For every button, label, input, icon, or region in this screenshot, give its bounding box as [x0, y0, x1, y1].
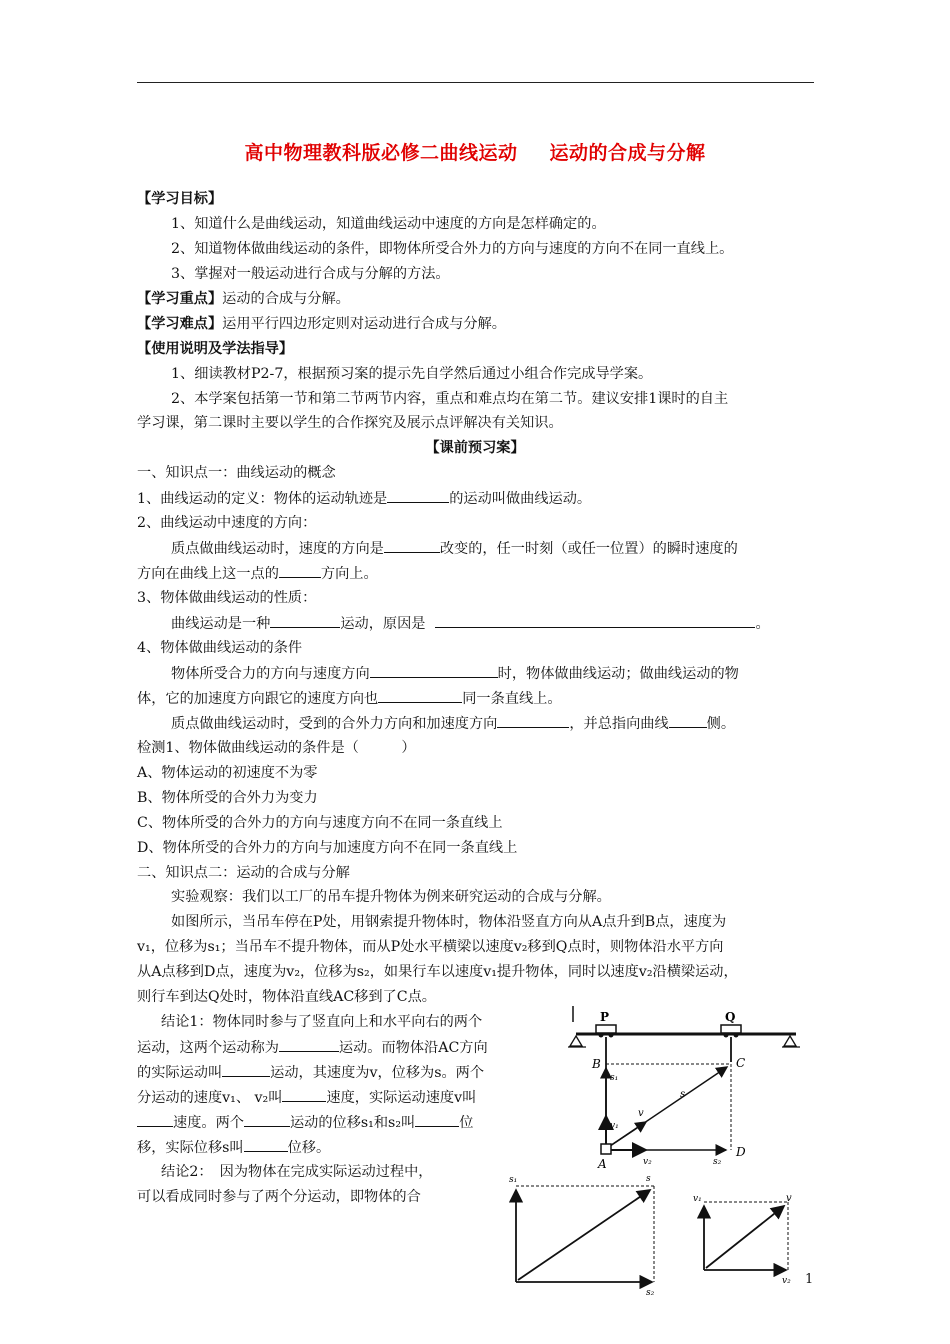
goal-2: 2、知道物体做曲线运动的条件，即物体所受合外力的方向与速度的方向不在同一直线上。 — [171, 241, 734, 257]
preview-heading: 【课前预习案】 — [425, 440, 525, 456]
usage-2b: 学习课，第二课时主要以学生的合作探究及展示点评解决有关知识。 — [137, 415, 563, 431]
question-4: 4、物体做曲线运动的条件 — [137, 640, 303, 656]
question-4-line-3: 质点做曲线运动时，受到的合外力方向和加速度方向 ，并总指向曲线 侧。 — [171, 713, 735, 734]
label-s: s — [680, 1089, 686, 1100]
question-4-line-2: 体，它的加速度方向跟它的速度方向也 同一条直线上。 — [137, 688, 562, 709]
label-v: v — [786, 1193, 792, 1204]
trolley-q — [721, 1025, 741, 1033]
label-s2: s₂ — [646, 1288, 655, 1298]
page-title — [0, 138, 950, 165]
conclusion-1-line-1: 结论1：物体同时参与了竖直向上和水平向右的两个 — [161, 1014, 483, 1030]
label-d: D — [736, 1145, 746, 1159]
left-support — [570, 1036, 582, 1046]
displacement-parallelogram — [506, 1170, 664, 1300]
label-s2: s₂ — [713, 1157, 722, 1167]
label-v2: v₂ — [643, 1157, 652, 1167]
answer-blank[interactable] — [279, 563, 321, 578]
option-d[interactable]: D、物体所受的合外力的方向与加速度方向不在同一条直线上 — [137, 840, 518, 856]
diff-heading: 【学习难点】 — [137, 316, 223, 332]
goal-3: 3、掌握对一般运动进行合成与分解的方法。 — [171, 266, 450, 282]
vector-v — [706, 1206, 784, 1268]
difficulty — [137, 314, 506, 334]
answer-blank[interactable] — [244, 1112, 290, 1127]
usage-1: 1、细读教材P2-7，根据预习案的提示先自学然后通过小组合作完成导学案。 — [171, 366, 653, 382]
label-v1: v₁ — [610, 1121, 619, 1131]
goals-heading: 【学习目标】 — [137, 191, 223, 207]
title-part-2: 运动的合成与分解 — [549, 142, 706, 164]
question-3-line: 曲线运动是一种 运动，原因是 。 — [171, 613, 770, 634]
label-c: C — [736, 1056, 746, 1070]
figure-desc-3: 从A点移到D点，速度为v₂，位移为s₂，如果行车以速度v₁提升物体，同时以速度v₂沿横梁运动， — [137, 964, 738, 980]
question-3: 3、物体做曲线运动的性质： — [137, 590, 317, 606]
knowledge-1-heading: 一、知识点一：曲线运动的概念 — [137, 465, 336, 481]
answer-blank[interactable] — [497, 713, 569, 728]
answer-blank[interactable] — [669, 713, 707, 728]
conclusion-2-line-1: 结论2： 因为物体在完成实际运动过程中， — [161, 1164, 433, 1180]
question-4-line-1: 物体所受合力的方向与速度方向 时，物体做曲线运动；做曲线运动的物 — [171, 663, 739, 684]
answer-blank[interactable] — [222, 1062, 270, 1077]
conclusion-1-line-6: 移，实际位移s叫 位移。 — [137, 1137, 330, 1158]
question-2-line-2: 方向在曲线上这一点的 方向上。 — [137, 563, 378, 584]
diff-text: 运用平行四边形定则对运动进行合成与分解。 — [222, 316, 506, 332]
answer-blank[interactable] — [270, 613, 340, 628]
conclusion-1-line-4: 分运动的速度v₁、 v₂叫 速度，实际运动速度v叫 — [137, 1087, 476, 1108]
option-c[interactable]: C、物体所受的合外力的方向与速度方向不在同一条直线上 — [137, 815, 503, 831]
label-v: v — [638, 1108, 644, 1119]
label-v1: v₁ — [693, 1194, 702, 1204]
key-heading: 【学习重点】 — [137, 291, 223, 307]
usage-heading: 【使用说明及学法指导】 — [137, 341, 294, 357]
usage-2a: 2、本学案包括第一节和第二节两节内容，重点和难点均在第二节。建议安排1课时的自主 — [171, 391, 729, 407]
figure-desc-1: 如图所示，当吊车停在P处，用钢索提升物体时，物体沿竖直方向从A点升到B点，速度为 — [171, 914, 727, 930]
answer-blank[interactable] — [384, 538, 440, 553]
header-rule — [137, 82, 814, 83]
answer-blank[interactable] — [137, 1112, 173, 1127]
label-v2: v₂ — [782, 1276, 791, 1286]
conclusion-1-line-2: 运动，这两个运动称为 运动。而物体沿AC方向 — [137, 1037, 488, 1058]
trolley-p — [596, 1025, 616, 1033]
option-b[interactable]: B、物体所受的合外力为变力 — [137, 790, 318, 806]
option-a[interactable]: A、物体运动的初速度不为零 — [137, 765, 318, 781]
label-b: B — [592, 1057, 601, 1071]
crane-diagram — [568, 1004, 800, 1176]
label-s1: s₁ — [509, 1175, 518, 1185]
answer-blank[interactable] — [244, 1137, 288, 1152]
page-number: 1 — [805, 1272, 814, 1287]
conclusion-1-line-3: 的实际运动叫 运动，其速度为v，位移为s。两个 — [137, 1062, 484, 1083]
answer-blank[interactable] — [435, 613, 755, 628]
answer-blank[interactable] — [378, 688, 462, 703]
right-support — [784, 1036, 796, 1046]
velocity-parallelogram — [690, 1190, 802, 1286]
answer-blank[interactable] — [387, 488, 449, 503]
title-part-1: 高中物理教科版必修二曲线运动 — [244, 142, 518, 164]
check-1: 检测1、物体做曲线运动的条件是（ ） — [137, 740, 416, 756]
question-2-line-1: 质点做曲线运动时，速度的方向是 改变的，任一时刻（或任一位置）的瞬时速度的 — [171, 538, 738, 559]
label-p: P — [600, 1010, 610, 1024]
question-2: 2、曲线运动中速度的方向： — [137, 515, 317, 531]
object-box — [601, 1144, 611, 1154]
goal-1: 1、知道什么是曲线运动，知道曲线运动中速度的方向是怎样确定的。 — [171, 216, 606, 232]
conclusion-1-line-5: 速度。两个 运动的位移s₁和s₂叫 位 — [137, 1112, 473, 1133]
figure-desc-4: 则行车到达Q处时，物体沿直线AC移到了C点。 — [137, 989, 436, 1005]
key-text: 运动的合成与分解。 — [222, 291, 350, 307]
vector-s — [518, 1190, 650, 1280]
experiment-line: 实验观察：我们以工厂的吊车提升物体为例来研究运动的合成与分解。 — [171, 889, 611, 905]
label-a: A — [598, 1157, 607, 1171]
question-1: 1、曲线运动的定义：物体的运动轨迹是 的运动叫做曲线运动。 — [137, 488, 591, 509]
figure-desc-2: v₁，位移为s₁；当吊车不提升物体，而从P处水平横梁以速度v₂移到Q点时，则物体沿水平方向 — [137, 939, 724, 955]
label-s: s — [646, 1174, 651, 1184]
answer-blank[interactable] — [282, 1087, 326, 1102]
knowledge-2-heading: 二、知识点二：运动的合成与分解 — [137, 865, 350, 881]
label-q: Q — [725, 1010, 736, 1024]
label-s1: s₁ — [610, 1073, 619, 1083]
key-point — [137, 289, 350, 309]
answer-blank[interactable] — [279, 1037, 339, 1052]
conclusion-2-line-2: 可以看成同时参与了两个分运动，即物体的合 — [137, 1189, 421, 1205]
answer-blank[interactable] — [415, 1112, 459, 1127]
answer-blank[interactable] — [370, 663, 498, 678]
